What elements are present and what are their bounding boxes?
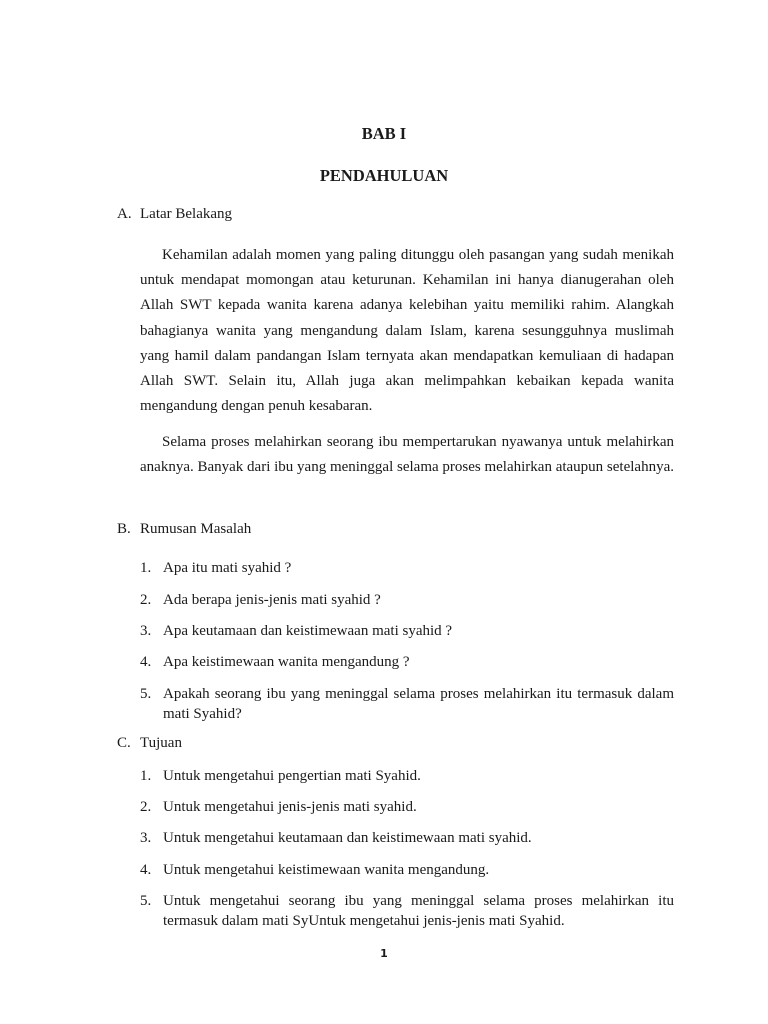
section-title: Rumusan Masalah (140, 521, 252, 537)
chapter-title: PENDAHULUAN (319, 166, 449, 185)
list-item-text: Untuk mengetahui pengertian mati Syahid. (163, 768, 421, 784)
list-item-number: 5. (140, 893, 152, 909)
list-item-text: Untuk mengetahui keutamaan dan keistimewaan mati syahid. (163, 830, 532, 846)
list-item (140, 590, 674, 610)
list-item-number: 4. (140, 654, 152, 670)
section-heading-latar-belakang (117, 206, 232, 223)
paragraph-latar-belakang-1: Kehamilan adalah momen yang paling ditunggu oleh pasangan yang sudah menikah untuk mendapat momongan atau keturunan. Kehamilan ini hanya dianugerahan oleh Allah SWT kepada wanita karena adanya kelebihan yaitu memiliki rahim. Alangkah bahagianya wanita yang mengandung dalam Islam, karena sesungguhnya muslimah yang hamil dalam pandangan Islam ternyata akan mendapatkan kemuliaan di hadapan Allah SWT. Selain itu, Allah juga akan melimpahkan kebaikan kepada wanita mengandung dengan penuh kesabaran. (140, 247, 674, 415)
list-item (140, 891, 674, 931)
list-item (140, 558, 674, 578)
paragraph-latar-belakang-2: Selama proses melahirkan seorang ibu mempertarukan nyawanya untuk melahirkan anaknya. Banyak dari ibu yang meninggal selama proses melahirkan ataupun setelahnya. (140, 434, 674, 476)
list-item-text: Untuk mengetahui jenis-jenis mati syahid. (163, 799, 417, 815)
list-item-text: Untuk mengetahui seorang ibu yang meninggal selama proses melahirkan itu termasuk dalam mati SyUntuk mengetahui jenis-jenis mati Syahid. (163, 893, 674, 929)
section-letter: B. (117, 521, 131, 537)
section-heading-tujuan (117, 735, 182, 752)
section-title: Latar Belakang (140, 206, 233, 222)
list-item (140, 797, 674, 817)
list-item-number: 3. (140, 623, 152, 639)
list-item-number: 2. (140, 799, 152, 815)
list-item-number: 1. (140, 768, 152, 784)
list-item-text: Apa itu mati syahid ? (163, 560, 292, 576)
list-item-text: Ada berapa jenis-jenis mati syahid ? (163, 592, 381, 608)
list-item (140, 860, 674, 880)
list-item-number: 2. (140, 592, 152, 608)
list-item (140, 652, 674, 672)
list-item-text: Apakah seorang ibu yang meninggal selama proses melahirkan itu termasuk dalam mati Syahid? (163, 686, 674, 722)
list-item-text: Untuk mengetahui keistimewaan wanita mengandung. (163, 862, 490, 878)
chapter-number: BAB I (361, 124, 407, 143)
section-title: Tujuan (140, 735, 182, 751)
list-item (140, 684, 674, 724)
list-item-text: Apa keistimewaan wanita mengandung ? (163, 654, 410, 670)
list-item (140, 828, 674, 848)
list-item (140, 766, 674, 786)
list-item (140, 621, 674, 641)
list-item-number: 4. (140, 862, 152, 878)
section-heading-rumusan-masalah (117, 521, 251, 538)
page-number: 1 (380, 947, 388, 960)
section-letter: A. (117, 206, 132, 222)
list-item-number: 3. (140, 830, 152, 846)
section-letter: C. (117, 735, 131, 751)
list-item-number: 5. (140, 686, 152, 702)
list-item-text: Apa keutamaan dan keistimewaan mati syahid ? (163, 623, 453, 639)
list-item-number: 1. (140, 560, 152, 576)
